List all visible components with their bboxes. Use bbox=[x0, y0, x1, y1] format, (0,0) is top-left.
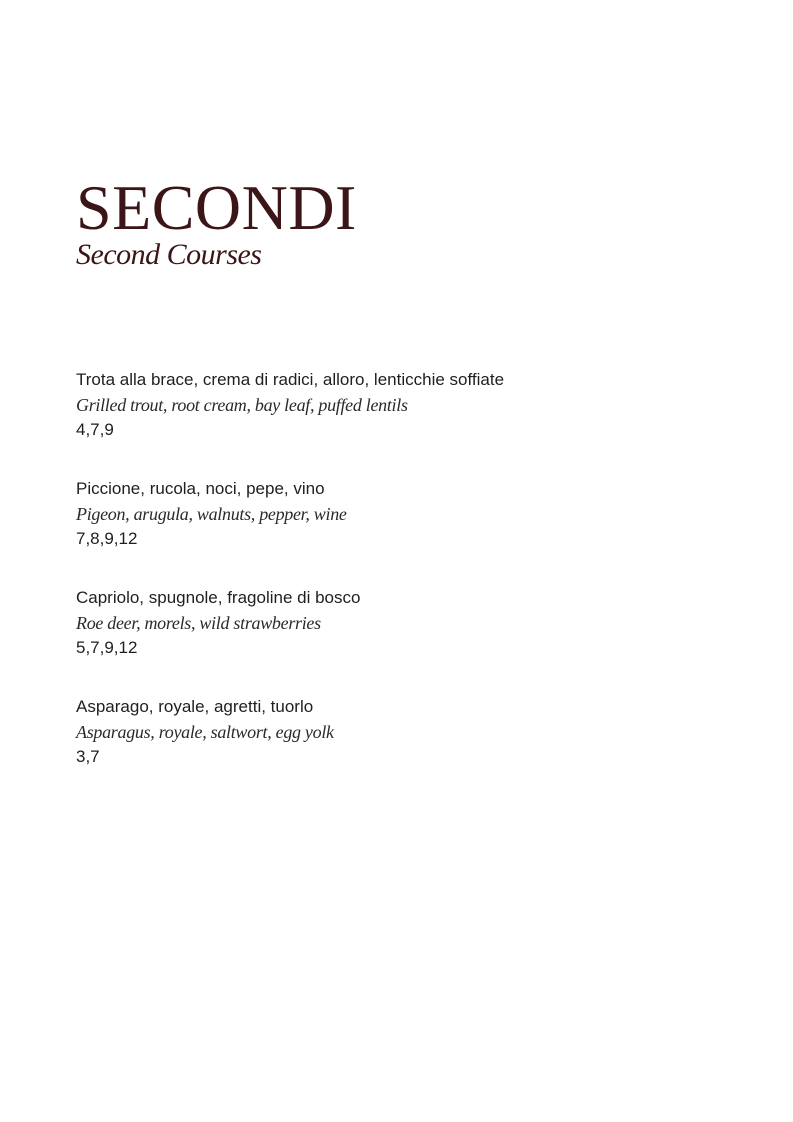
dish-allergens: 5,7,9,12 bbox=[76, 638, 138, 657]
dish-name: Capriolo, spugnole, fragoline di bosco bbox=[76, 588, 361, 607]
menu-item bbox=[76, 368, 504, 443]
dish-name: Trota alla brace, crema di radici, alloro, lenticchie soffiate bbox=[76, 370, 505, 389]
dish-translation: Pigeon, arugula, walnuts, pepper, wine bbox=[76, 504, 347, 524]
menu-item bbox=[76, 586, 504, 661]
menu-item bbox=[76, 477, 504, 552]
dish-allergens: 4,7,9 bbox=[76, 420, 114, 439]
dish-name: Piccione, rucola, noci, pepe, vino bbox=[76, 479, 325, 498]
dish-translation: Grilled trout, root cream, bay leaf, puffed lentils bbox=[76, 395, 408, 415]
menu-items-list bbox=[76, 368, 504, 804]
dish-allergens: 3,7 bbox=[76, 747, 100, 766]
section-title: SECONDI bbox=[76, 172, 357, 243]
dish-translation: Roe deer, morels, wild strawberries bbox=[76, 613, 321, 633]
menu-item bbox=[76, 695, 504, 770]
section-subtitle: Second Courses bbox=[76, 238, 262, 271]
dish-allergens: 7,8,9,12 bbox=[76, 529, 138, 548]
dish-name: Asparago, royale, agretti, tuorlo bbox=[76, 697, 314, 716]
dish-translation: Asparagus, royale, saltwort, egg yolk bbox=[76, 722, 334, 742]
menu-section-header bbox=[76, 172, 357, 272]
